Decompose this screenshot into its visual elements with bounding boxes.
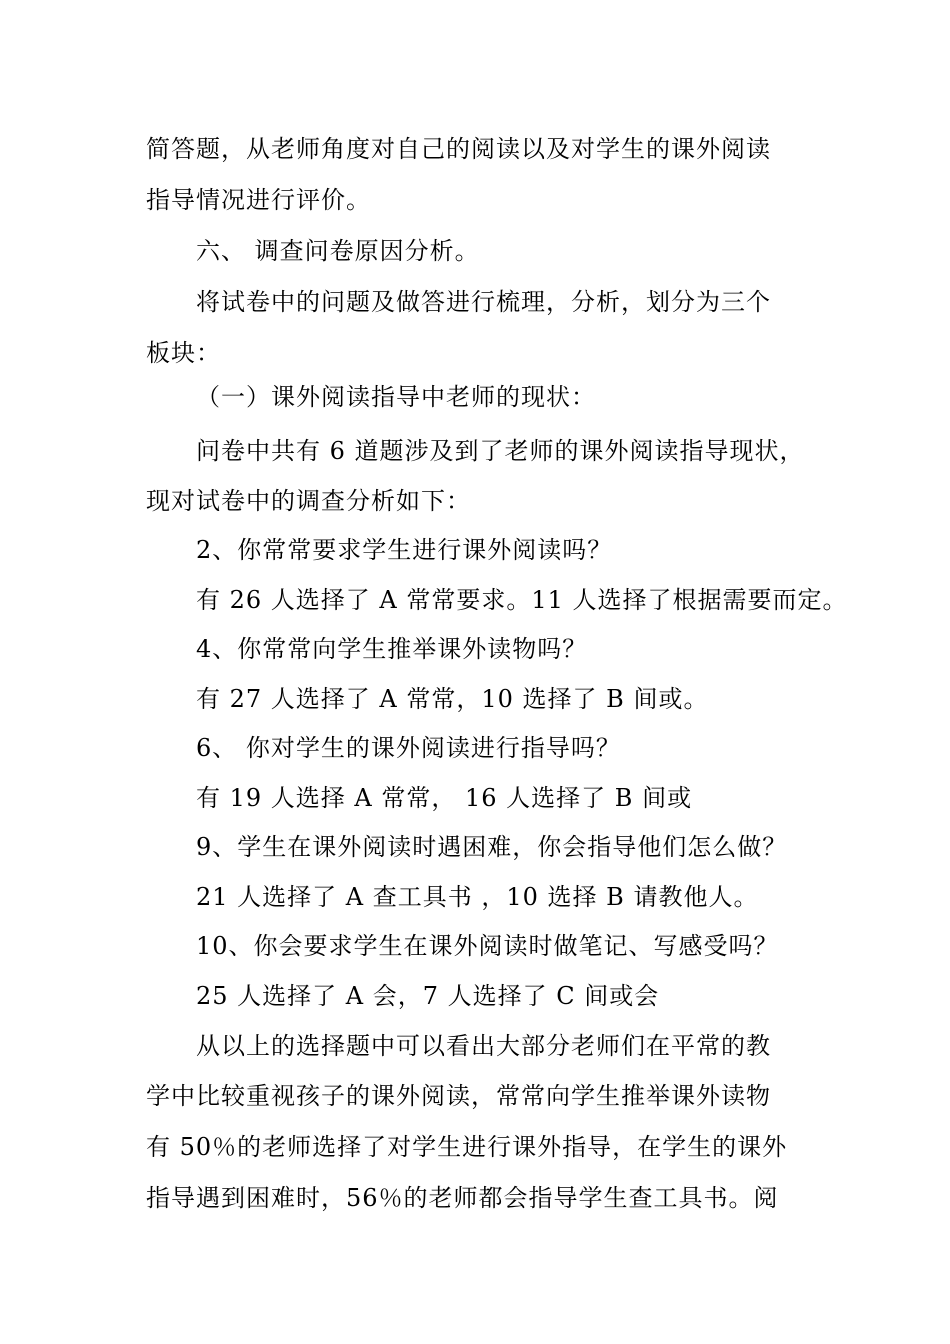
- paragraph-line: 现对试卷中的调查分析如下：: [146, 487, 471, 515]
- paragraph-line: 简答题，从老师角度对自己的阅读以及对学生的课外阅读: [146, 135, 771, 163]
- paragraph-line: 将试卷中的问题及做答进行梳理，分析，划分为三个: [196, 288, 771, 316]
- question-line: 4、你常常向学生推举课外读物吗？: [196, 635, 588, 663]
- answer-line: 25 人选择了 A 会，7 人选择了 C 间或会: [196, 982, 660, 1010]
- subsection-heading: （一）课外阅读指导中老师的现状：: [196, 383, 596, 411]
- question-line: 9、学生在课外阅读时遇困难，你会指导他们怎么做？: [196, 833, 788, 861]
- question-line: 10、你会要求学生在课外阅读时做笔记、写感受吗？: [196, 932, 779, 960]
- paragraph-line: 从以上的选择题中可以看出大部分老师们在平常的教: [196, 1032, 771, 1060]
- answer-line: 21 人选择了 A 查工具书 ，10 选择 B 请教他人。: [196, 883, 759, 911]
- paragraph-line: 有 50％的老师选择了对学生进行课外指导，在学生的课外: [146, 1133, 788, 1161]
- paragraph-line: 指导情况进行评价。: [146, 186, 371, 214]
- paragraph-line: 指导遇到困难时，56％的老师都会指导学生查工具书。阅: [146, 1184, 779, 1212]
- section-heading: 六、 调查问卷原因分析。: [196, 237, 480, 265]
- question-line: 2、你常常要求学生进行课外阅读吗？: [196, 536, 613, 564]
- paragraph-line: 学中比较重视孩子的课外阅读，常常向学生推举课外读物: [146, 1082, 771, 1110]
- answer-line: 有 19 人选择 A 常常， 16 人选择了 B 间或: [196, 784, 693, 812]
- question-line: 6、 你对学生的课外阅读进行指导吗？: [196, 734, 621, 762]
- paragraph-line: 板块：: [146, 339, 221, 367]
- paragraph-line: 问卷中共有 6 道题涉及到了老师的课外阅读指导现状，: [196, 437, 805, 465]
- answer-line: 有 27 人选择了 A 常常，10 选择了 B 间或。: [196, 685, 709, 713]
- answer-line: 有 26 人选择了 A 常常要求。11 人选择了根据需要而定。: [196, 586, 848, 614]
